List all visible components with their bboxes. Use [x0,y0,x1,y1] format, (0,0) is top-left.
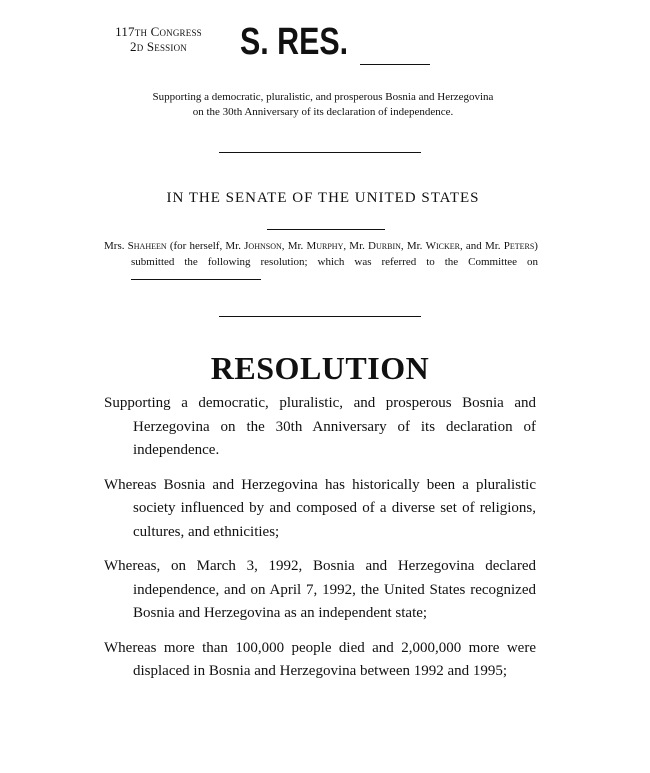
congress-number: 117th Congress [115,24,202,39]
short-title-line-2: on the 30th Anniversary of its declaration of independence. [192,106,454,118]
purpose-paragraph: Supporting a democratic, pluralistic, and prosperous Bosnia and Herzegovina on the 30th Anniversary of its declaration of independence. [104,395,536,458]
whereas-clause: Whereas Bosnia and Herzegovina has historically been a pluralistic society influenced by and composed of a diverse set of religions, cultures, and ethnicities; [104,476,536,540]
bill-type-title: S. RES. [240,21,349,63]
sponsor-name: Shaheen [127,240,167,252]
short-title-line-1: Supporting a democratic, pluralistic, and prosperous Bosnia and Herzegovina [152,91,494,103]
cosponsor-name: Durbin [368,240,401,252]
cosponsor-name: Wicker [425,240,460,252]
committee-blank-line [131,279,261,280]
cosponsor-name: Peters [503,240,535,252]
divider-rule-top [219,152,421,153]
chamber-heading: IN THE SENATE OF THE UNITED STATES [166,190,480,206]
divider-rule-bottom [219,316,421,317]
congress-session-block [96,24,221,54]
whereas-clause: Whereas, on March 3, 1992, Bosnia and Herzegovina declared independence, and on April 7, 1992, the United States recognized Bosnia and Herzegovina as an independent state; [104,558,536,621]
cosponsor-name: Johnson [244,240,282,252]
short-title [100,90,546,120]
session-number: 2d Session [130,39,187,54]
sponsors-paragraph: Mrs. Shaheen (for herself, Mr. Johnson, Mr. Murphy, Mr. Durbin, Mr. Wicker, and Mr. Peters) submitted the following resolution; which was referred to the Committee on [104,239,538,286]
whereas-clause: Whereas more than 100,000 people died and 2,000,000 more were displaced in Bosnia and Herzegovina between 1992 and 1995; [104,639,536,679]
cosponsor-name: Murphy [306,240,344,252]
document-type-heading: RESOLUTION [210,350,430,386]
bill-number-blank-line [360,64,430,65]
sponsors-statement [104,239,538,286]
resolution-body [104,392,536,695]
divider-rule-thin [267,229,385,230]
